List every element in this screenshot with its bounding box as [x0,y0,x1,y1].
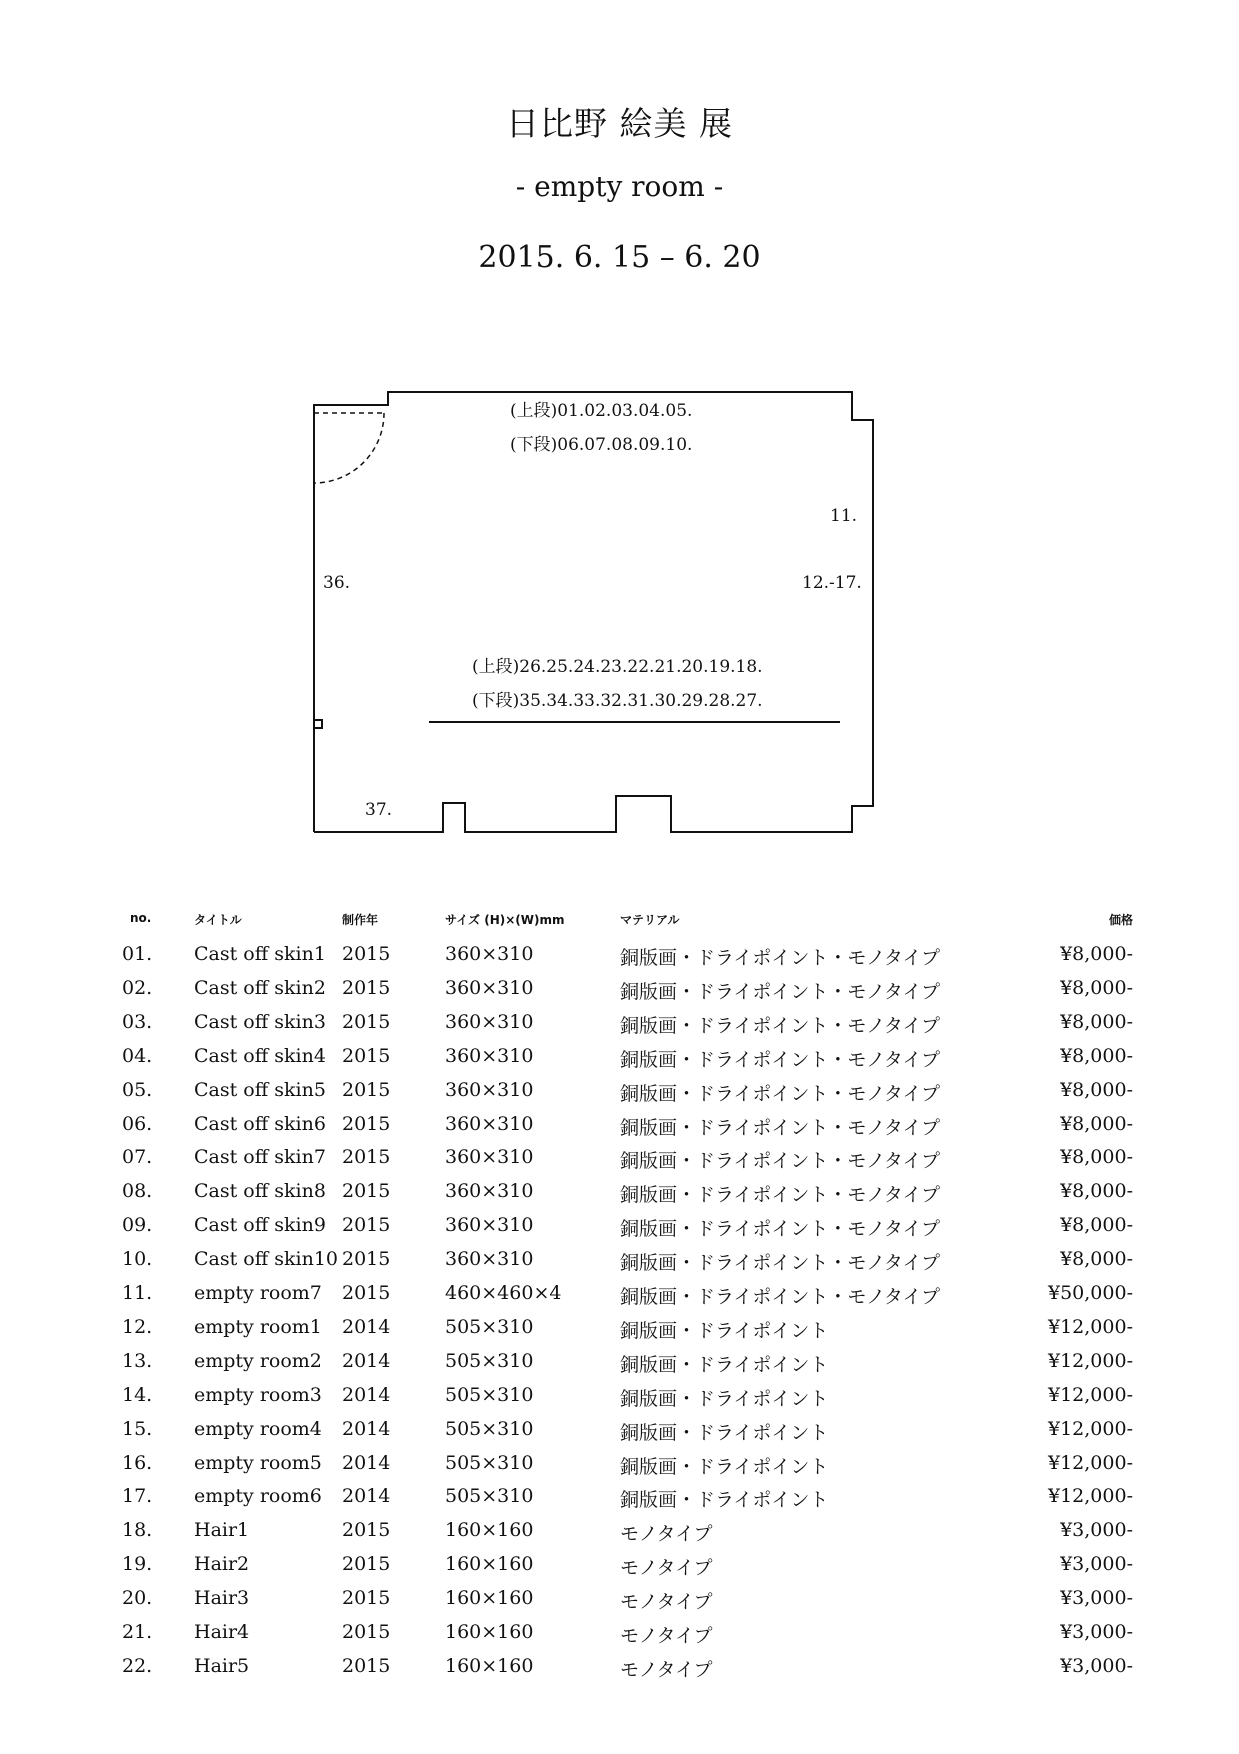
exhibition-dates: 2015. 6. 15 – 6. 20 [478,240,761,275]
cell-no: 19. [122,1553,153,1576]
cell-no: 16. [122,1451,153,1474]
cell-title: empty room7 [194,1282,322,1304]
cell-title: Cast off skin2 [194,976,326,999]
table-row [0,1113,1239,1143]
cell-no: 03. [122,1010,153,1033]
cell-year: 2015 [342,1282,391,1304]
cell-no: 09. [122,1214,153,1237]
cell-no: 20. [122,1587,153,1610]
cell-price: ¥12,000- [1048,1451,1133,1474]
fp-label-bottom-lower: (下段)35.34.33.32.31.30.29.28.27. [472,691,763,711]
cell-price: ¥3,000- [1060,1587,1133,1610]
cell-material: 銅版画・ドライポイント [620,1455,829,1478]
cell-title: empty room3 [194,1383,322,1406]
cell-year: 2014 [342,1417,391,1440]
cell-size: 505×310 [445,1451,534,1474]
cell-no: 08. [122,1180,153,1203]
table-row [0,943,1239,973]
cell-title: empty room6 [194,1485,322,1508]
cell-material: モノタイプ [620,1557,713,1580]
cell-year: 2015 [342,1621,391,1643]
cell-price: ¥8,000- [1060,1078,1133,1101]
cell-year: 2014 [342,1315,391,1338]
cell-size: 460×460×4 [445,1282,562,1304]
cell-size: 360×310 [445,1078,534,1101]
cell-price: ¥3,000- [1060,1519,1133,1542]
floor-plan-walls [314,392,873,832]
cell-price: ¥12,000- [1048,1383,1133,1406]
cell-year: 2015 [342,1146,391,1169]
cell-title: empty room5 [194,1451,322,1474]
cell-material: 銅版画・ドライポイント・モノタイプ [620,1286,940,1308]
table-row [0,1079,1239,1109]
cell-no: 11. [122,1282,153,1304]
cell-size: 360×310 [445,1248,534,1271]
cell-no: 15. [122,1417,153,1440]
cell-material: 銅版画・ドライポイント・モノタイプ [620,947,940,969]
cell-material: モノタイプ [620,1591,713,1614]
cell-title: Hair1 [194,1519,250,1542]
table-row [0,1384,1239,1414]
table-row [0,1146,1239,1176]
cell-price: ¥8,000- [1060,1214,1133,1237]
cell-size: 360×310 [445,1010,534,1033]
header-size: サイズ (H)×(W)mm [445,913,565,927]
table-row [0,1282,1239,1312]
cell-size: 360×310 [445,943,534,965]
table-row [0,1350,1239,1380]
cell-title: Cast off skin7 [194,1146,326,1169]
cell-title: Hair4 [194,1621,250,1643]
header-price: 価格 [1108,913,1133,927]
exhibition-title: 日比野 絵美 展 [506,104,733,143]
cell-year: 2015 [342,1587,391,1610]
cell-price: ¥12,000- [1048,1417,1133,1440]
cell-material: 銅版画・ドライポイント [620,1421,829,1444]
cell-year: 2015 [342,1044,391,1067]
cell-size: 505×310 [445,1485,534,1508]
fp-label-11: 11. [830,506,858,526]
table-row [0,1553,1239,1583]
cell-size: 160×160 [445,1587,534,1610]
cell-price: ¥8,000- [1060,1248,1133,1271]
cell-price: ¥50,000- [1048,1282,1133,1304]
fp-label-36: 36. [323,573,351,593]
exhibition-subtitle: - empty room - [515,170,724,203]
table-row [0,1180,1239,1210]
cell-title: empty room4 [194,1417,322,1440]
table-row [0,1214,1239,1244]
cell-size: 505×310 [445,1417,534,1440]
cell-size: 160×160 [445,1553,534,1576]
cell-year: 2014 [342,1485,391,1508]
table-row [0,977,1239,1007]
header-year: 制作年 [342,913,379,927]
cell-price: ¥3,000- [1060,1621,1133,1643]
cell-material: 銅版画・ドライポイント・モノタイプ [620,1116,940,1139]
table-row [0,1418,1239,1448]
cell-material: 銅版画・ドライポイント・モノタイプ [620,1218,940,1241]
table-row [0,1011,1239,1041]
cell-material: モノタイプ [620,1523,713,1546]
cell-no: 04. [122,1044,153,1067]
cell-year: 2014 [342,1349,391,1372]
cell-no: 21. [122,1621,153,1643]
cell-title: Cast off skin5 [194,1078,326,1101]
table-row [0,1587,1239,1617]
cell-no: 13. [122,1349,153,1372]
cell-size: 360×310 [445,1112,534,1135]
cell-year: 2015 [342,1214,391,1237]
cell-no: 02. [122,976,153,999]
cell-no: 07. [122,1146,153,1169]
cell-size: 505×310 [445,1383,534,1406]
cell-price: ¥3,000- [1060,1654,1133,1677]
cell-year: 2015 [342,1180,391,1203]
cell-title: Cast off skin8 [194,1180,326,1203]
cell-no: 12. [122,1315,153,1338]
cell-size: 160×160 [445,1621,534,1643]
cell-material: 銅版画・ドライポイント・モノタイプ [620,1252,940,1275]
fp-label-top-lower: (下段)06.07.08.09.10. [510,435,693,455]
cell-no: 14. [122,1383,153,1406]
cell-size: 505×310 [445,1315,534,1338]
cell-price: ¥8,000- [1060,1146,1133,1169]
cell-title: Hair2 [194,1553,250,1576]
cell-year: 2015 [342,1654,391,1677]
cell-title: empty room1 [194,1315,322,1338]
cell-year: 2014 [342,1451,391,1474]
cell-no: 01. [122,943,153,965]
cell-title: Hair3 [194,1587,250,1610]
cell-year: 2015 [342,1078,391,1101]
cell-material: 銅版画・ドライポイント・モノタイプ [620,1014,940,1037]
cell-no: 05. [122,1078,153,1101]
cell-no: 17. [122,1485,153,1508]
cell-material: 銅版画・ドライポイント・モノタイプ [620,1082,940,1105]
cell-year: 2015 [342,1010,391,1033]
header-material: マテリアル [620,913,680,927]
cell-size: 360×310 [445,1146,534,1169]
cell-size: 360×310 [445,1214,534,1237]
cell-material: 銅版画・ドライポイント [620,1319,829,1342]
cell-price: ¥8,000- [1060,976,1133,999]
cell-price: ¥3,000- [1060,1553,1133,1576]
header-no: no. [130,911,152,925]
table-row [0,1248,1239,1278]
cell-size: 160×160 [445,1654,534,1677]
cell-year: 2015 [342,1112,391,1135]
cell-material: 銅版画・ドライポイント [620,1353,829,1376]
cell-title: Cast off skin4 [194,1044,326,1067]
cell-year: 2015 [342,976,391,999]
table-row [0,1452,1239,1482]
cell-price: ¥12,000- [1048,1349,1133,1372]
cell-size: 360×310 [445,1180,534,1203]
table-row [0,1519,1239,1549]
fp-label-12-17: 12.-17. [802,573,862,593]
cell-no: 10. [122,1248,153,1271]
fp-label-37: 37. [365,800,393,820]
cell-title: Cast off skin6 [194,1112,326,1135]
table-row [0,1655,1239,1685]
cell-material: 銅版画・ドライポイント [620,1489,829,1512]
table-row [0,1485,1239,1515]
cell-material: 銅版画・ドライポイント [620,1387,829,1410]
door-swing [314,413,384,483]
cell-price: ¥8,000- [1060,1112,1133,1135]
cell-no: 18. [122,1519,153,1542]
cell-size: 160×160 [445,1519,534,1542]
cell-title: empty room2 [194,1349,322,1372]
cell-year: 2015 [342,1553,391,1576]
cell-material: モノタイプ [620,1658,713,1681]
cell-no: 06. [122,1112,153,1135]
cell-size: 360×310 [445,1044,534,1067]
cell-title: Hair5 [194,1654,250,1677]
cell-title: Cast off skin10 [194,1248,339,1271]
cell-price: ¥12,000- [1048,1485,1133,1508]
cell-material: 銅版画・ドライポイント・モノタイプ [620,1048,940,1071]
cell-price: ¥8,000- [1060,943,1133,965]
cell-material: モノタイプ [620,1625,713,1647]
cell-price: ¥8,000- [1060,1044,1133,1067]
fp-label-top-upper: (上段)01.02.03.04.05. [510,401,693,421]
cell-material: 銅版画・ドライポイント・モノタイプ [620,1184,940,1207]
cell-material: 銅版画・ドライポイント・モノタイプ [620,1150,940,1173]
cell-price: ¥12,000- [1048,1315,1133,1338]
cell-year: 2014 [342,1383,391,1406]
table-row [0,1621,1239,1651]
cell-year: 2015 [342,1248,391,1271]
cell-price: ¥8,000- [1060,1010,1133,1033]
cell-size: 360×310 [445,976,534,999]
fp-label-bottom-upper: (上段)26.25.24.23.22.21.20.19.18. [472,657,763,677]
cell-no: 22. [122,1654,153,1677]
cell-title: Cast off skin1 [194,943,326,965]
cell-year: 2015 [342,943,391,965]
cell-price: ¥8,000- [1060,1180,1133,1203]
table-row [0,1045,1239,1075]
cell-title: Cast off skin3 [194,1010,326,1033]
table-row [0,1316,1239,1346]
cell-year: 2015 [342,1519,391,1542]
header-title: タイトル [194,913,242,927]
cell-size: 505×310 [445,1349,534,1372]
cell-title: Cast off skin9 [194,1214,326,1237]
cell-material: 銅版画・ドライポイント・モノタイプ [620,980,940,1003]
